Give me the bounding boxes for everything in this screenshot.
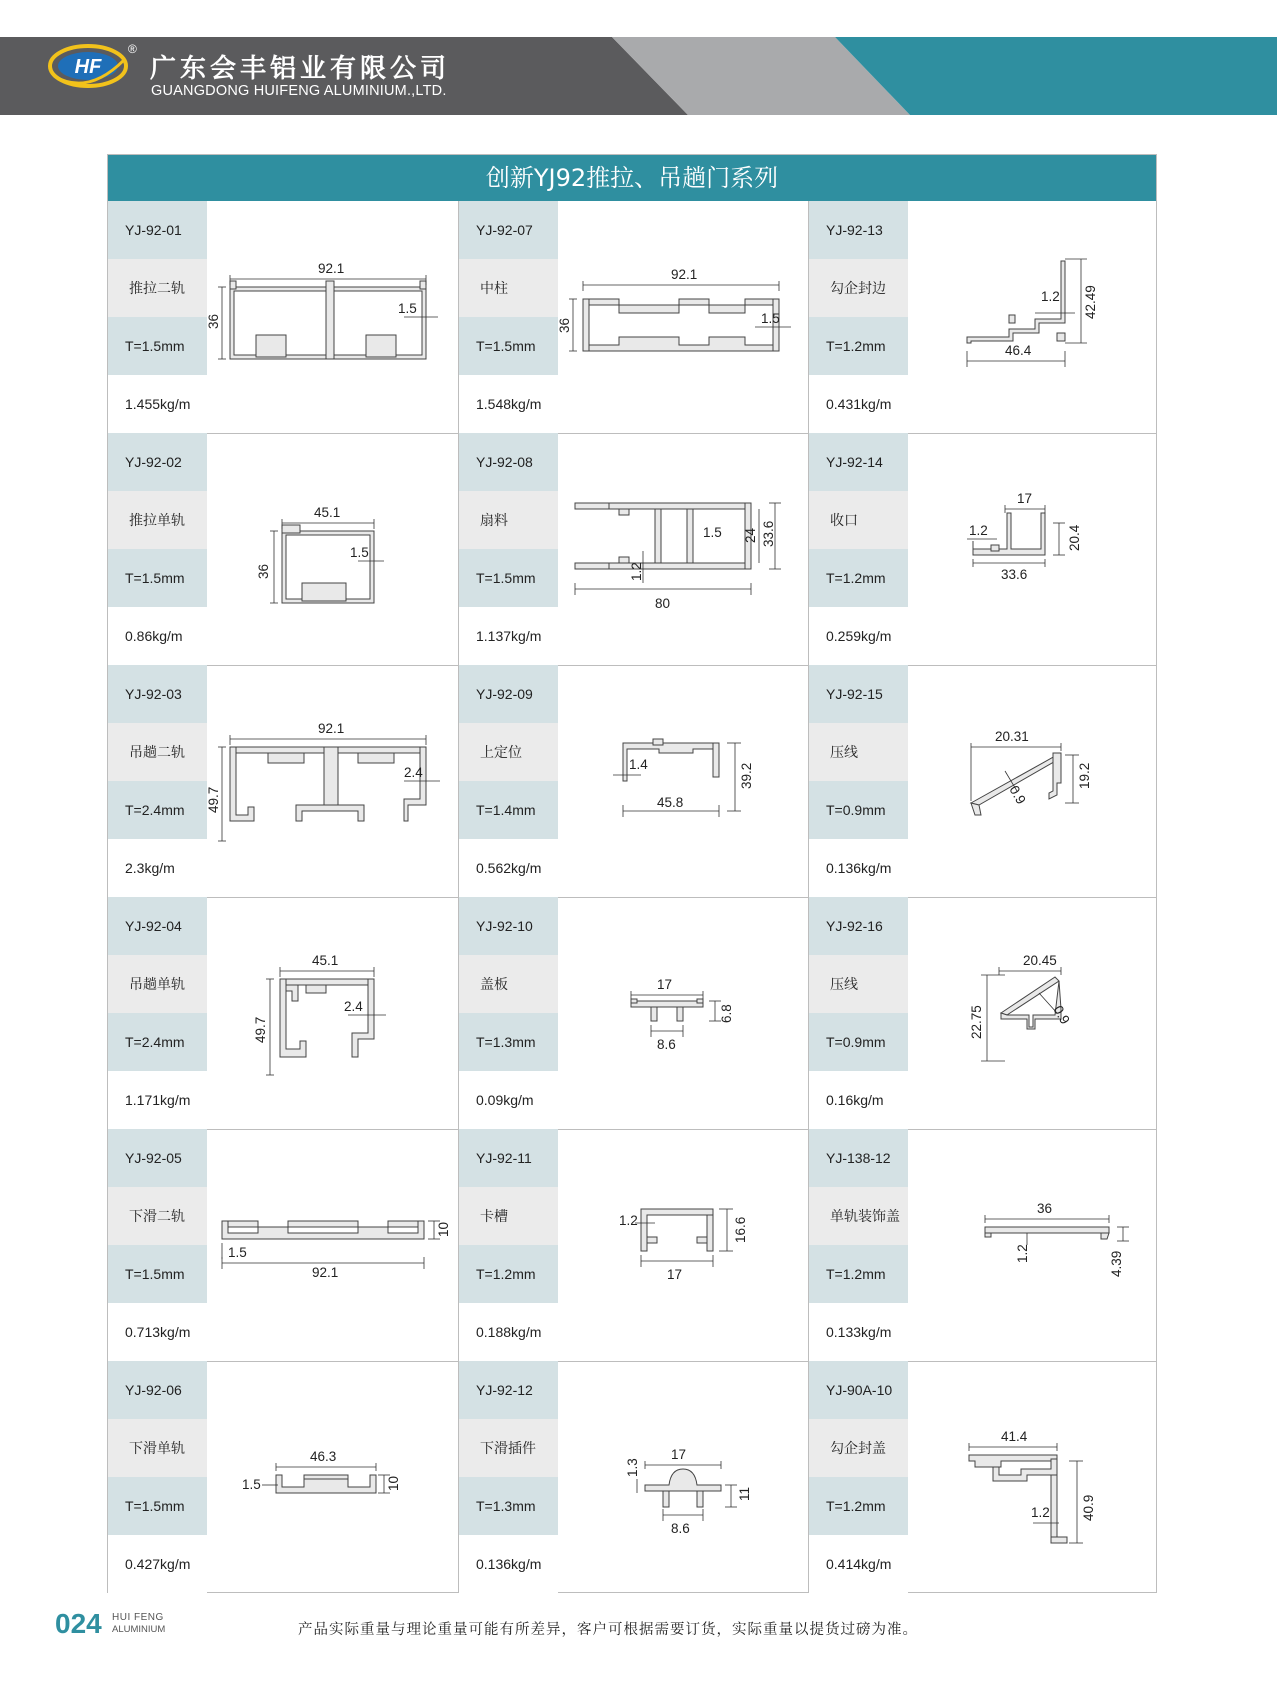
profile-name: 推拉二轨 xyxy=(108,259,207,317)
profile-thickness: T=1.5mm xyxy=(108,549,207,607)
profile-name: 下滑二轨 xyxy=(108,1187,207,1245)
profile-code: YJ-92-10 xyxy=(459,897,558,955)
dim-label: 4.39 xyxy=(1109,1250,1124,1277)
profile-drawing xyxy=(559,1361,809,1593)
profile-weight: 0.431kg/m xyxy=(809,375,908,433)
dim-label: 17 xyxy=(667,1267,683,1282)
profile-drawing xyxy=(559,433,809,665)
profile-code: YJ-92-06 xyxy=(108,1361,207,1419)
dim-label: 1.3 xyxy=(625,1458,640,1477)
profile-code: YJ-92-13 xyxy=(809,201,908,259)
profile-thickness: T=1.5mm xyxy=(108,1477,207,1535)
svg-text:HF: HF xyxy=(74,56,102,78)
profile-thickness: T=2.4mm xyxy=(108,781,207,839)
dim-label: 36 xyxy=(1037,1201,1053,1216)
profile-thickness: T=1.5mm xyxy=(108,1245,207,1303)
catalog-title: 创新YJ92推拉、吊趟门系列 xyxy=(108,155,1156,201)
profile-name: 盖板 xyxy=(459,955,558,1013)
dim-label: 2.4 xyxy=(344,999,363,1014)
profile-weight: 1.455kg/m xyxy=(108,375,207,433)
profile-code: YJ-138-12 xyxy=(809,1129,908,1187)
dim-label: 33.6 xyxy=(761,520,776,547)
profile-weight: 0.414kg/m xyxy=(809,1535,908,1593)
profile-name: 吊趟二轨 xyxy=(108,723,207,781)
profile-name: 中柱 xyxy=(459,259,558,317)
profile-weight: 0.562kg/m xyxy=(459,839,558,897)
dim-label: 45.8 xyxy=(657,795,684,810)
footer-brand: HUI FENG xyxy=(112,1612,164,1623)
profile-thickness: T=1.2mm xyxy=(809,1477,908,1535)
dim-label: 40.9 xyxy=(1081,1494,1096,1521)
profile-card xyxy=(809,897,1159,1129)
profile-code: YJ-92-15 xyxy=(809,665,908,723)
profile-code: YJ-92-12 xyxy=(459,1361,558,1419)
dim-label: 11 xyxy=(737,1486,752,1501)
dim-label: 20.4 xyxy=(1067,524,1082,551)
profile-code: YJ-92-11 xyxy=(459,1129,558,1187)
profile-card xyxy=(108,201,458,433)
profile-code: YJ-92-14 xyxy=(809,433,908,491)
dim-label: 1.5 xyxy=(242,1477,261,1492)
profile-name: 压线 xyxy=(809,723,908,781)
profile-drawing xyxy=(208,433,458,665)
profile-weight: 1.137kg/m xyxy=(459,607,558,665)
profile-name: 勾企封边 xyxy=(809,259,908,317)
profile-drawing xyxy=(909,1361,1159,1593)
dim-label: 92.1 xyxy=(312,1265,339,1280)
profile-drawing xyxy=(208,201,458,433)
dim-label: 1.2 xyxy=(1015,1244,1030,1263)
profile-drawing xyxy=(909,897,1159,1129)
dim-label: 45.1 xyxy=(312,953,339,968)
profile-drawing xyxy=(208,897,458,1129)
profile-card xyxy=(108,665,458,897)
dim-label: 8.6 xyxy=(671,1521,690,1536)
profile-weight: 0.86kg/m xyxy=(108,607,207,665)
profile-name: 卡槽 xyxy=(459,1187,558,1245)
profile-drawing xyxy=(909,665,1159,897)
profile-weight: 0.188kg/m xyxy=(459,1303,558,1361)
profile-card xyxy=(809,201,1159,433)
dim-label: 19.2 xyxy=(1077,762,1092,789)
dim-label: 42.49 xyxy=(1083,285,1098,319)
profile-thickness: T=0.9mm xyxy=(809,1013,908,1071)
dim-label: 36 xyxy=(557,317,572,333)
profile-weight: 0.136kg/m xyxy=(809,839,908,897)
profile-thickness: T=1.2mm xyxy=(809,1245,908,1303)
dim-label: 17 xyxy=(657,977,673,992)
dim-label: 20.45 xyxy=(1023,953,1057,968)
profile-drawing xyxy=(559,201,809,433)
profile-thickness: T=1.5mm xyxy=(108,317,207,375)
dim-label: 0.9 xyxy=(1050,1003,1073,1027)
dim-label: 46.4 xyxy=(1005,343,1032,358)
profile-card xyxy=(108,433,458,665)
profile-thickness: T=1.2mm xyxy=(809,317,908,375)
dim-label: 1.5 xyxy=(228,1245,247,1260)
dim-label: 16.6 xyxy=(733,1216,748,1243)
profile-card xyxy=(459,897,809,1129)
profile-name: 扇料 xyxy=(459,491,558,549)
dim-label: 36 xyxy=(206,313,221,329)
profile-name: 上定位 xyxy=(459,723,558,781)
profile-code: YJ-92-02 xyxy=(108,433,207,491)
profile-code: YJ-90A-10 xyxy=(809,1361,908,1419)
profile-code: YJ-92-05 xyxy=(108,1129,207,1187)
profile-name: 吊趟单轨 xyxy=(108,955,207,1013)
company-logo xyxy=(46,40,130,92)
footer-brand-sub: ALUMINIUM xyxy=(112,1624,166,1635)
dim-label: 1.5 xyxy=(703,525,722,540)
dim-label: 41.4 xyxy=(1001,1429,1028,1444)
profile-weight: 0.259kg/m xyxy=(809,607,908,665)
profile-code: YJ-92-08 xyxy=(459,433,558,491)
dim-label: 92.1 xyxy=(318,261,345,276)
dim-label: 1.5 xyxy=(398,301,417,316)
profile-card xyxy=(809,665,1159,897)
dim-label: 20.31 xyxy=(995,729,1029,744)
profile-drawing xyxy=(559,897,809,1129)
profile-name: 推拉单轨 xyxy=(108,491,207,549)
profile-name: 收口 xyxy=(809,491,908,549)
profile-thickness: T=2.4mm xyxy=(108,1013,207,1071)
profile-thickness: T=1.4mm xyxy=(459,781,558,839)
profile-code: YJ-92-03 xyxy=(108,665,207,723)
profile-weight: 2.3kg/m xyxy=(108,839,207,897)
profile-card xyxy=(459,665,809,897)
profile-card xyxy=(108,1361,458,1593)
dim-label: 10 xyxy=(386,1475,401,1491)
dim-label: 17 xyxy=(1017,491,1033,506)
dim-label: 6.8 xyxy=(719,1004,734,1023)
dim-label: 10 xyxy=(436,1221,451,1237)
profile-weight: 0.133kg/m xyxy=(809,1303,908,1361)
dim-label: 36 xyxy=(256,563,271,579)
profile-code: YJ-92-01 xyxy=(108,201,207,259)
profile-card xyxy=(459,433,809,665)
profile-weight: 0.713kg/m xyxy=(108,1303,207,1361)
profile-weight: 0.427kg/m xyxy=(108,1535,207,1593)
profile-card xyxy=(108,897,458,1129)
profile-drawing xyxy=(208,1361,458,1593)
profile-thickness: T=1.3mm xyxy=(459,1013,558,1071)
dim-label: 17 xyxy=(671,1447,687,1462)
profile-drawing xyxy=(909,201,1159,433)
profile-code: YJ-92-16 xyxy=(809,897,908,955)
dim-label: 1.5 xyxy=(761,311,780,326)
profile-card xyxy=(459,1129,809,1361)
dim-label: 1.2 xyxy=(969,523,988,538)
profile-drawing xyxy=(909,1129,1159,1361)
profile-card xyxy=(809,1361,1159,1593)
dim-label: 1.5 xyxy=(350,545,369,560)
profile-thickness: T=1.5mm xyxy=(459,317,558,375)
profile-weight: 1.171kg/m xyxy=(108,1071,207,1129)
dim-label: 92.1 xyxy=(671,267,698,282)
dim-label: 8.6 xyxy=(657,1037,676,1052)
profile-weight: 0.16kg/m xyxy=(809,1071,908,1129)
profile-card xyxy=(459,1361,809,1593)
dim-label: 49.7 xyxy=(206,786,221,813)
profile-card xyxy=(809,433,1159,665)
registered-mark: ® xyxy=(128,42,137,56)
profile-weight: 1.548kg/m xyxy=(459,375,558,433)
dim-label: 1.2 xyxy=(1031,1505,1050,1520)
profile-thickness: T=0.9mm xyxy=(809,781,908,839)
dim-label: 1.2 xyxy=(619,1213,638,1228)
dim-label: 45.1 xyxy=(314,505,341,520)
profile-thickness: T=1.3mm xyxy=(459,1477,558,1535)
page-number: 024 xyxy=(55,1608,102,1639)
profile-thickness: T=1.2mm xyxy=(809,549,908,607)
dim-label: 80 xyxy=(655,596,671,611)
profile-thickness: T=1.2mm xyxy=(459,1245,558,1303)
dim-label: 39.2 xyxy=(739,762,754,789)
profile-card xyxy=(459,201,809,433)
dim-label: 2.4 xyxy=(404,765,423,780)
dim-label: 1.2 xyxy=(1041,289,1060,304)
dim-label: 46.3 xyxy=(310,1449,337,1464)
company-name-cn: 广东会丰铝业有限公司 xyxy=(150,54,451,84)
profile-drawing xyxy=(559,665,809,897)
profile-weight: 0.09kg/m xyxy=(459,1071,558,1129)
profile-catalog-table xyxy=(107,154,1157,1593)
dim-label: 24 xyxy=(743,527,758,543)
profile-name: 勾企封盖 xyxy=(809,1419,908,1477)
dim-label: 33.6 xyxy=(1001,567,1028,582)
profile-thickness: T=1.5mm xyxy=(459,549,558,607)
profile-drawing xyxy=(208,1129,458,1361)
profile-name: 下滑插件 xyxy=(459,1419,558,1477)
dim-label: 1.2 xyxy=(629,562,644,581)
dim-label: 1.4 xyxy=(629,757,648,772)
company-name-en: GUANGDONG HUIFENG ALUMINIUM.,LTD. xyxy=(151,83,447,99)
profile-drawing xyxy=(559,1129,809,1361)
dim-label: 0.9 xyxy=(1006,783,1029,807)
profile-code: YJ-92-04 xyxy=(108,897,207,955)
profile-drawing xyxy=(208,665,458,897)
profile-name: 下滑单轨 xyxy=(108,1419,207,1477)
profile-card xyxy=(108,1129,458,1361)
profile-name: 单轨装饰盖 xyxy=(809,1187,908,1245)
profile-name: 压线 xyxy=(809,955,908,1013)
profile-code: YJ-92-07 xyxy=(459,201,558,259)
weight-disclaimer: 产品实际重量与理论重量可能有所差异，客户可根据需要订货，实际重量以提货过磅为准。 xyxy=(298,1622,918,1638)
profile-card xyxy=(809,1129,1159,1361)
profile-drawing xyxy=(909,433,1159,665)
dim-label: 49.7 xyxy=(253,1016,268,1043)
dim-label: 22.75 xyxy=(969,1005,984,1039)
dim-label: 92.1 xyxy=(318,721,345,736)
profile-weight: 0.136kg/m xyxy=(459,1535,558,1593)
profile-code: YJ-92-09 xyxy=(459,665,558,723)
